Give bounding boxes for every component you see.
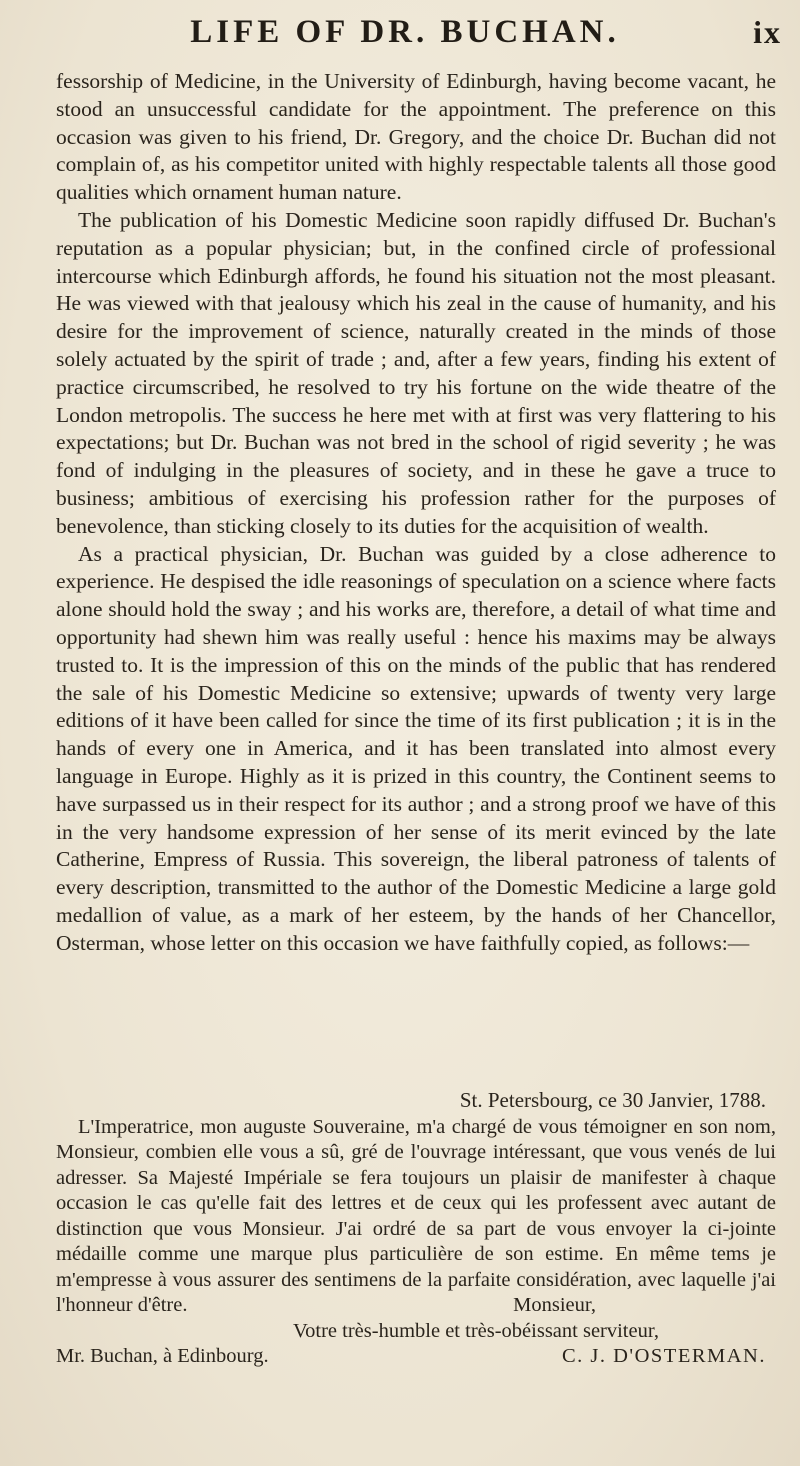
letter-signature: C. J. D'OSTERMAN. [561,1345,766,1367]
letter-addressee: Mr. Buchan, à Edinbourg. [56,1345,269,1367]
quoted-letter [56,1088,776,1372]
letter-signature-row [56,1344,776,1372]
paragraph-1: fessorship of Medicine, in the University of Edinburgh, having become vacant, he stood an unsuccessful candidate for the appointment. The preference on this occasion was given to his friend, Dr. Gregory, and the choice Dr. Buchan did not complain of, as his competitor united with highly respectable talents all those good qualities which ornament human nature. [56,69,776,205]
paragraph-3: As a practical physician, Dr. Buchan was guided by a close adherence to experience. He despised the idle reasonings of speculation on a science where facts alone should hold the sway ; and his works are, therefore, a detail of what time and opportunity had shewn him was really useful : hence his maxims may be always trusted to. It is the impression of this on the minds of the public that has rendered the sale of his Domestic Medicine so extensive; upwards of twenty very large editions of it have been called for since the time of its first publication ; it is in the hands of every one in America, and it has been translated into almost every language in Europe. Highly as it is prized in this country, the Continent seems to have surpassed us in their respect for its author ; and a strong proof we have of this in the very handsome expression of her sense of its merit evinced by the late Catherine, Empress of Russia. This sovereign, the liberal patroness of talents of every description, transmitted to the author of the Domestic Medicine a large gold medallion of value, as a mark of her esteem, by the hands of her Chancellor, Osterman, whose letter on this occasion we have faithfully copied, as follows:— [56,541,776,955]
paragraph-2: The publication of his Domestic Medicine soon rapidly diffused Dr. Buchan's reputation as a popular physician; but, in the confined circle of professional intercourse which Edinburgh affords, he found his situation not the most pleasant. He was viewed with that jealousy which his zeal in the cause of humanity, and his desire for the improvement of science, naturally created in the minds of those solely actuated by the spirit of trade ; and, after a few years, finding his extent of practice circumscribed, he resolved to try his fortune on the wide theatre of the London metropolis. The success he here met with at first was very flattering to his expectations; but Dr. Buchan was not bred in the school of rigid severity ; he was fond of indulging in the pleasures of society, and in these he gave a truce to business; ambitious of exercising his profession rather for the purposes of benevolence, than sticking closely to its duties for the acquisition of wealth. [56,207,776,538]
page-header [28,14,782,58]
page-number: ix [753,14,782,50]
letter-body: L'Imperatrice, mon auguste Souveraine, m'a chargé de vous témoigner en son nom, Monsieur, combien elle vous a sû, gré de l'ouvrage intéressant, que vous venés de lui adresser. Sa Majesté Impériale se fera toujours un plaisir de manifester à chaque occasion le cas qu'elle fait des lettres et de ceux qui les professent avec autant de distinction que vous Monsieur. J'ai ordré de sa part de vous envoyer la ci-jointe médaille comme une marque plus particulière de son estime. En même tems je m'empresse à vous assurer des sentimens de la parfaite considération, avec laquelle j'ai l'honneur d'être. [56,1115,776,1316]
letter-salutation: Monsieur, [513,1294,596,1316]
letter-dateline: St. Petersbourg, ce 30 Janvier, 1788. [459,1088,766,1112]
running-head: LIFE OF DR. BUCHAN. [190,14,620,50]
letter-closing: Votre très-humble et très-obéissant serviteur, [293,1319,659,1342]
main-text [56,68,776,958]
